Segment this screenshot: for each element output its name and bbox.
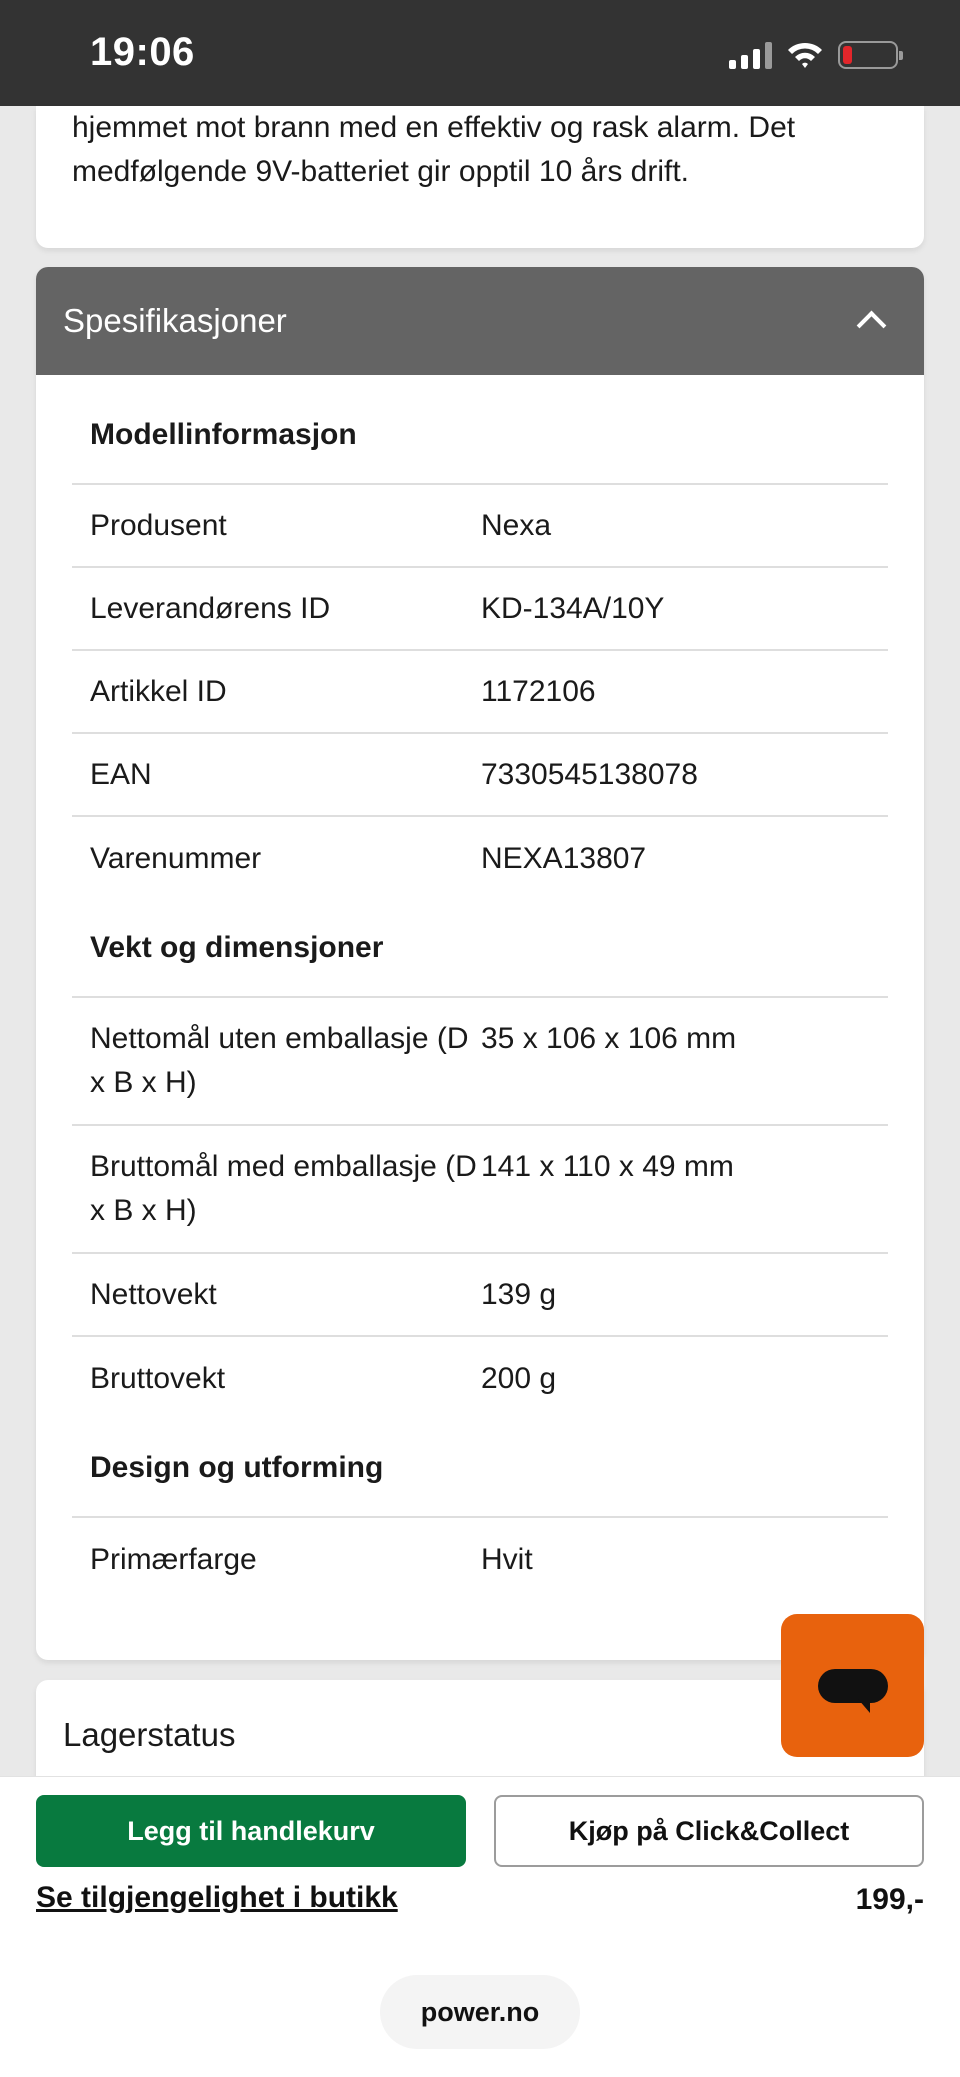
spec-value: KD-134A/10Y <box>481 591 665 625</box>
spec-label: EAN <box>90 757 152 791</box>
spec-value: NEXA13807 <box>481 841 647 875</box>
spec-row <box>72 734 888 817</box>
spec-value: 141 x 110 x 49 mm <box>481 1150 734 1183</box>
status-icons <box>729 38 898 72</box>
spec-value: Hvit <box>481 1542 533 1576</box>
spec-value: Nexa <box>481 508 552 542</box>
status-bar <box>0 0 960 106</box>
battery-level <box>843 46 852 64</box>
description-card <box>36 106 924 248</box>
spec-label: Nettovekt <box>90 1277 217 1311</box>
spec-row <box>72 485 888 568</box>
spec-group-title: Design og utforming <box>72 1420 888 1518</box>
specifications-header[interactable] <box>36 267 924 375</box>
spec-value: 139 g <box>481 1277 557 1311</box>
spec-row <box>72 817 888 900</box>
description-line: hjemmet mot brann med en effektiv og rask alarm. Det <box>72 111 796 144</box>
spec-label: Leverandørens ID <box>90 591 331 625</box>
spec-row <box>72 1254 888 1337</box>
spec-row <box>72 998 888 1126</box>
wifi-icon <box>786 40 824 70</box>
spec-value: 200 g <box>481 1361 557 1395</box>
specifications-card <box>36 267 924 1660</box>
spec-value: 1172106 <box>481 674 596 708</box>
stock-title: Lagerstatus <box>63 1716 236 1753</box>
spec-group-title: Modellinformasjon <box>72 375 888 485</box>
spec-label: Nettomål uten emballasje (D x B x H) <box>90 1022 469 1099</box>
description-line: medfølgende 9V-batteriet gir opptil 10 års drift. <box>72 155 689 188</box>
bottom-action-bar <box>0 1776 960 2077</box>
status-time: 19:06 <box>90 30 195 74</box>
spec-label: Artikkel ID <box>90 674 227 708</box>
chat-button[interactable] <box>781 1614 924 1757</box>
spec-label: Produsent <box>90 508 227 542</box>
store-availability-link[interactable]: Se tilgjengelighet i butikk <box>36 1881 398 1914</box>
spec-row <box>72 568 888 651</box>
price: 199,- <box>855 1883 924 1916</box>
battery-icon <box>838 41 898 69</box>
spec-row <box>72 1518 888 1601</box>
spec-row <box>72 651 888 734</box>
browser-url-bar[interactable]: power.no <box>380 1975 580 2049</box>
spec-label: Bruttovekt <box>90 1361 226 1395</box>
chevron-up-icon[interactable] <box>854 304 888 338</box>
specifications-title: Spesifikasjoner <box>63 302 287 339</box>
spec-label: Bruttomål med emballasje (D x B x H) <box>90 1150 477 1227</box>
add-to-cart-button[interactable]: Legg til handlekurv <box>36 1795 466 1867</box>
chat-icon <box>818 1669 888 1703</box>
click-collect-button[interactable]: Kjøp på Click&Collect <box>494 1795 924 1867</box>
spec-row <box>72 1126 888 1254</box>
spec-label: Varenummer <box>90 841 262 875</box>
spec-group-title: Vekt og dimensjoner <box>72 900 888 998</box>
spec-value: 7330545138078 <box>481 757 698 791</box>
spec-row <box>72 1337 888 1420</box>
spec-label: Primærfarge <box>90 1542 257 1576</box>
specifications-body <box>36 375 924 1601</box>
signal-icon <box>729 41 772 69</box>
description-text <box>72 106 888 194</box>
spec-value: 35 x 106 x 106 mm <box>481 1022 737 1055</box>
